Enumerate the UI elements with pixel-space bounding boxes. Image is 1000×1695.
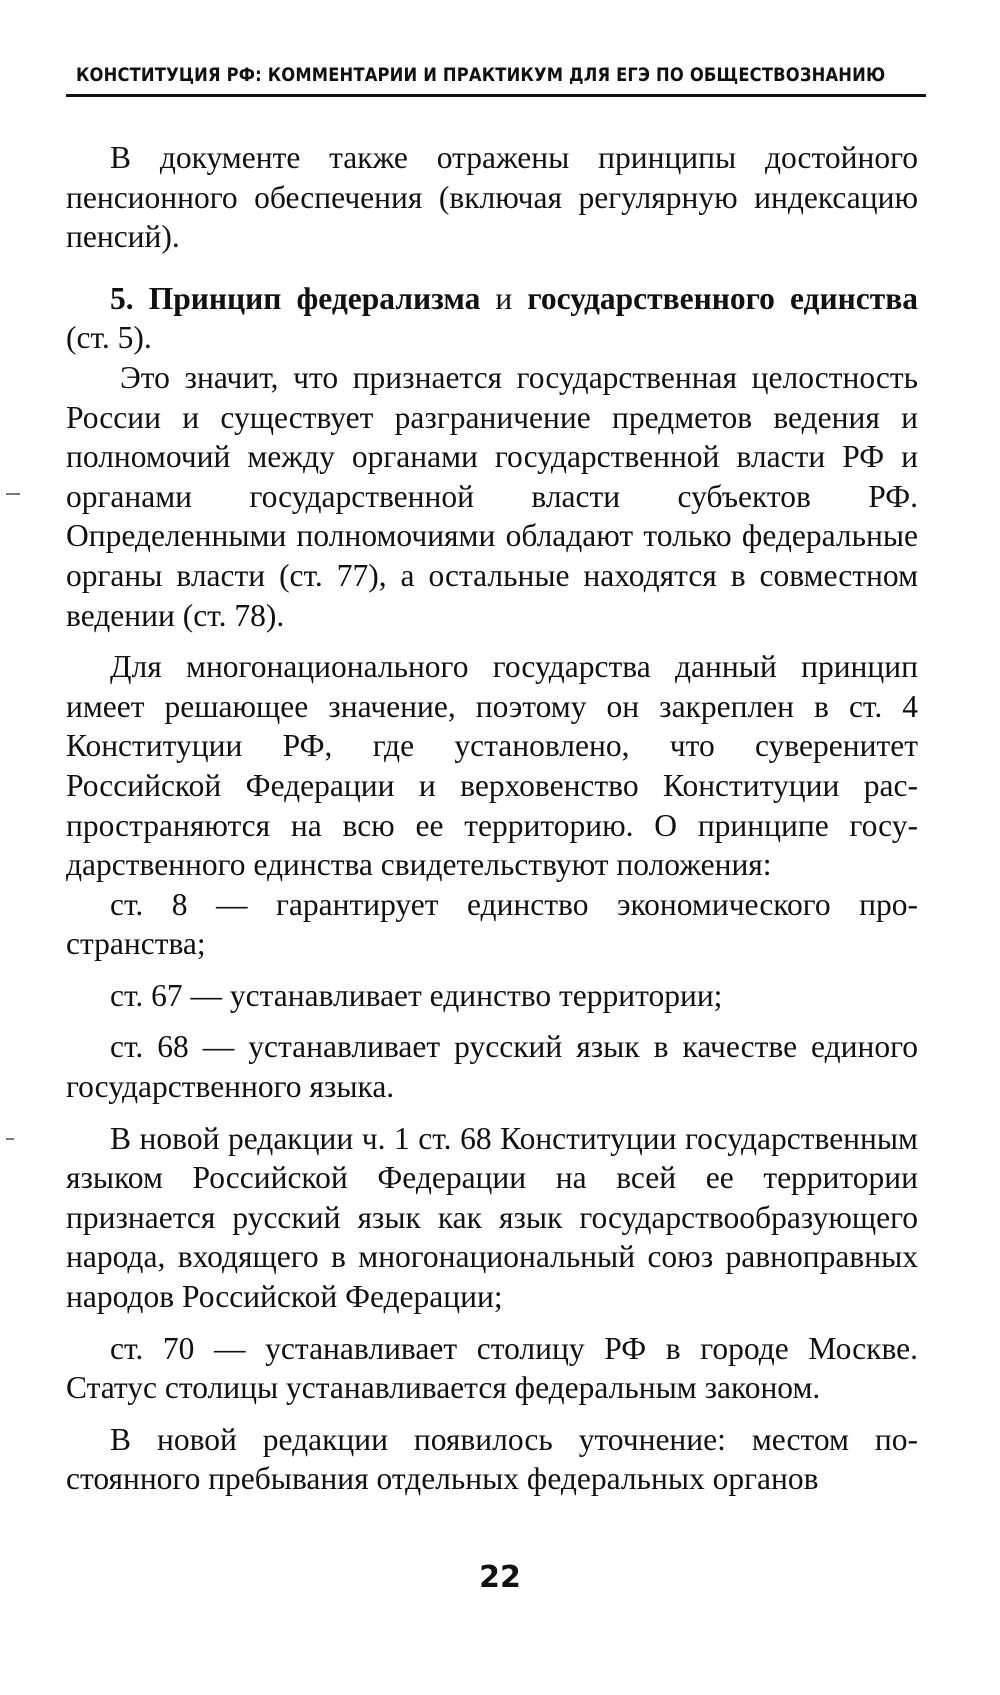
list-item-article-68: ст. 68 — устанавливает русский язык в качестве единого государственного языка. — [66, 1029, 918, 1105]
list-item-article-8: ст. 8 — гарантирует единство экономического пространства; — [66, 886, 918, 962]
section-article-ref: (ст. 5). — [66, 320, 152, 356]
paragraph: Это значит, что признается государственная целостность России и существует разграничение предметов ведения и полномочий между органами государственной власти РФ и органами государственной власти субъектов РФ. Определенными полномочиями обладают только федеральные органы власти (ст. 77), а остальные находятся в совместном ведении (ст. 78). — [66, 359, 918, 633]
section-number: 5. — [110, 280, 149, 316]
section-conjunction: и — [480, 280, 528, 316]
paragraph: Для многонационального государства данный принцип имеет решающее значение, поэтому он закреплен в ст. 4 Конституции РФ, где установлено, что суверенитет Российской Федерации и верховенство Конституции распространяются на всю ее территорию. О принципе государственного единства свидетельствуют положения: — [66, 649, 918, 883]
paragraph: В документе также отражены принципы достойного пенсионного обеспечения (включая регулярную индексацию пенсий). — [66, 140, 918, 255]
running-header — [66, 54, 926, 97]
section-term-federalism: Принцип федерализма — [148, 280, 481, 316]
paragraph: В новой редакции ч. 1 ст. 68 Конституции государственным языком Российской Федерации на всей ее территории признается русский язык как язык государствообразующего народа, входящего в многонациональный союз равноправных народов Российской Федерации; — [66, 1120, 918, 1315]
section-term-unity: государственного единства — [527, 280, 919, 316]
paragraph: В новой редакции появилось уточнение: местом постоянного пребывания отдельных федеральных органов — [66, 1421, 918, 1497]
page-number: 22 — [479, 1560, 521, 1595]
page-body — [66, 138, 918, 1499]
margin-mark — [6, 493, 20, 495]
margin-mark — [6, 1138, 14, 1140]
running-header-title: КОНСТИТУЦИЯ РФ: КОММЕНТАРИИ И ПРАКТИКУМ ДЛЯ ЕГЭ ПО ОБЩЕСТВОЗНАНИЮ — [76, 64, 886, 86]
list-item-article-67: ст. 67 — устанавливает единство территории; — [110, 977, 723, 1013]
section-heading — [66, 279, 918, 358]
list-item-article-70: ст. 70 — устанавливает столицу РФ в городе Москве. Статус столицы устанавливается федеральным законом. — [66, 1330, 918, 1406]
